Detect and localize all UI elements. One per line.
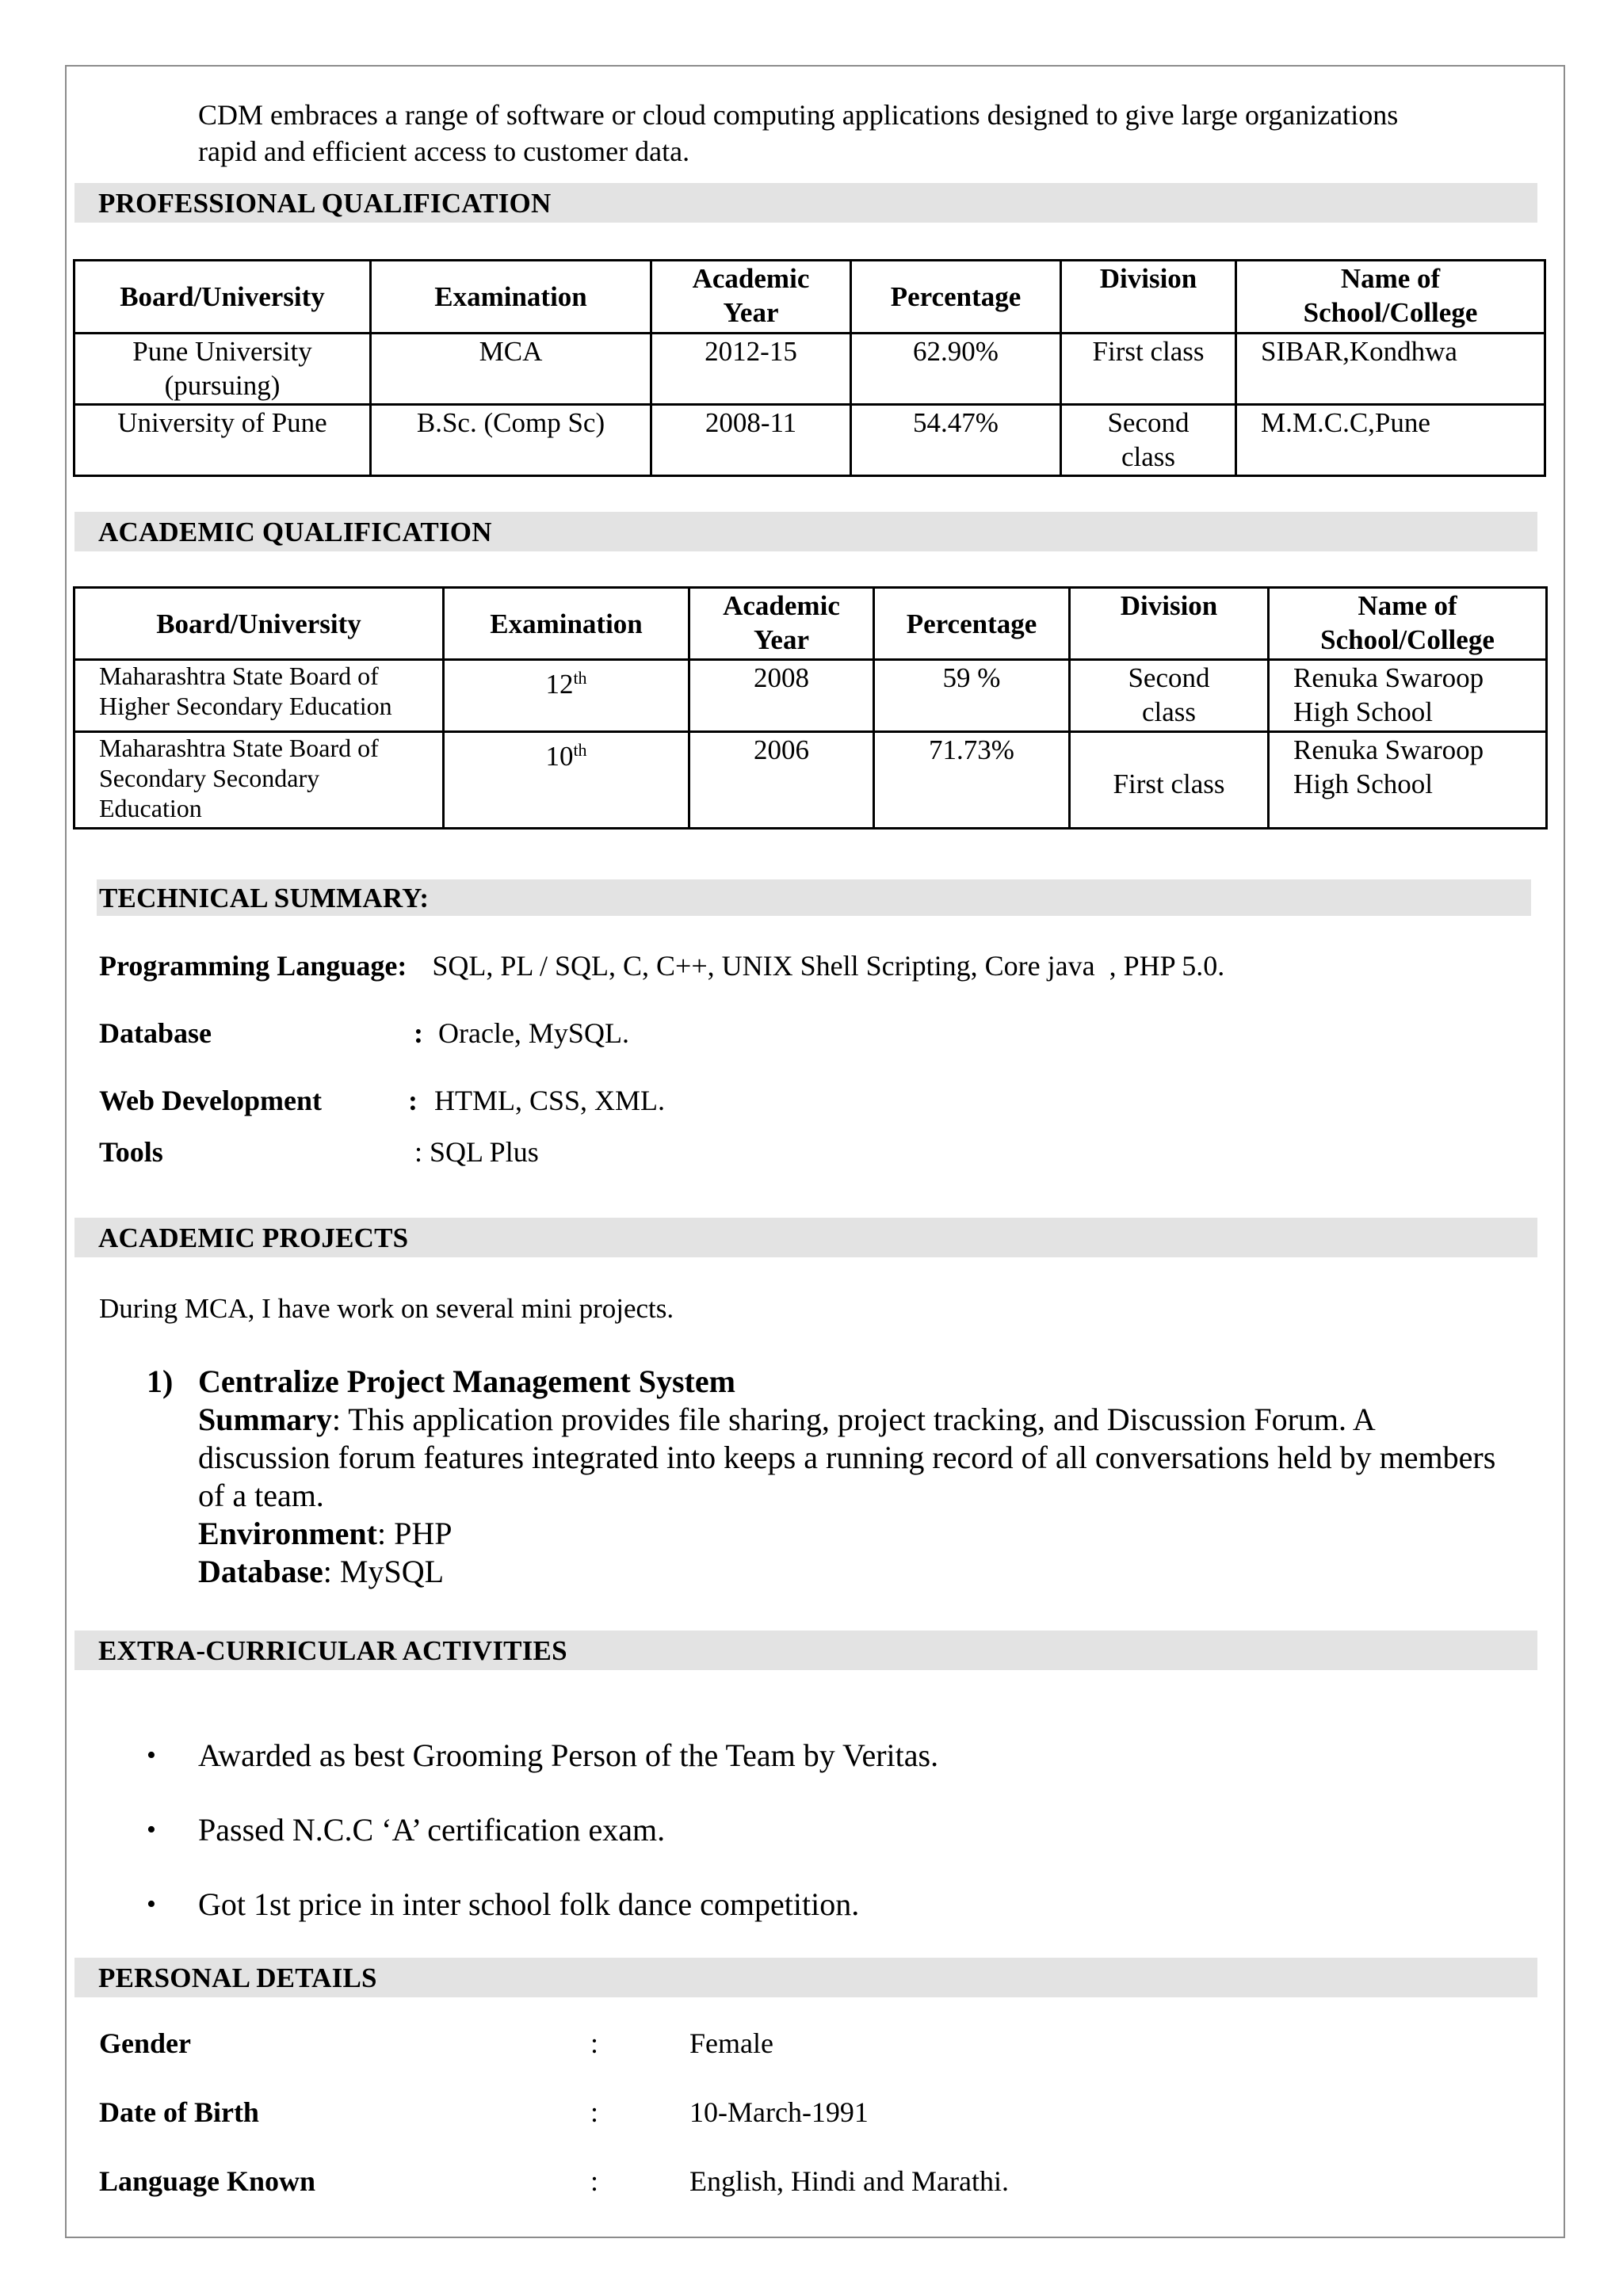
list-item-text: Awarded as best Grooming Person of the Team by Veritas. [198,1737,939,1773]
cell-division: Second class [1070,660,1269,732]
cell-board: Pune University (pursuing) [74,334,371,405]
cell-division: First class [1070,732,1269,829]
section-title: ACADEMIC PROJECTS [98,1222,409,1253]
tech-programming-label: Programming Language: [99,950,407,982]
personal-label: Gender [99,2027,191,2059]
cell-board: Maharashtra State Board of Secondary Secondary Education [74,732,444,829]
personal-colon: : [590,2096,599,2128]
cell-board: Maharashtra State Board of Higher Secondary Education [74,660,444,732]
cell-exam: 10th [444,732,689,829]
table-header-row [74,588,1547,660]
bullet-icon: • [147,1815,156,1844]
cell-exam: MCA [371,334,651,405]
personal-value: 10-March-1991 [689,2096,869,2128]
bullet-icon: • [147,1741,156,1770]
header-academic-year: Academic Year [689,588,874,660]
section-professional-qualification [74,183,1537,223]
personal-label: Language Known [99,2165,316,2197]
cell-division: Second class [1061,405,1236,476]
project-summary-label: Summary [198,1402,332,1437]
tech-database-label: Database [99,1017,212,1049]
personal-label: Date of Birth [99,2096,259,2128]
personal-value: Female [689,2027,773,2059]
header-division: Division [1061,261,1236,334]
project-environment [198,1515,1498,1553]
personal-colon: : [590,2165,599,2197]
intro-line-2: rapid and efficient access to customer data. [198,135,690,167]
project-database [198,1553,1498,1591]
cell-board: University of Pune [74,405,371,476]
tech-database-value: Oracle, MySQL. [438,1017,629,1049]
header-percentage: Percentage [851,261,1061,334]
header-board: Board/University [74,588,444,660]
cell-division: First class [1061,334,1236,405]
tech-tools-label: Tools [99,1136,163,1168]
bullet-icon: • [147,1890,156,1919]
header-school: Name of School/College [1269,588,1547,660]
section-title: EXTRA-CURRICULAR ACTIVITIES [98,1635,567,1666]
tech-web-value: HTML, CSS, XML. [434,1085,666,1116]
table-row [74,732,1547,829]
personal-colon: : [590,2027,599,2059]
project-database-label: Database [198,1554,323,1589]
tech-database-colon: : [414,1017,423,1049]
list-item-text: Got 1st price in inter school folk dance competition. [198,1886,860,1922]
list-item-text: Passed N.C.C ‘A’ certification exam. [198,1812,666,1848]
header-board: Board/University [74,261,371,334]
projects-intro: During MCA, I have work on several mini projects. [99,1293,674,1324]
intro-line-1: CDM embraces a range of software or cloud computing applications designed to give large organizations [198,99,1399,131]
cell-year: 2008-11 [651,405,851,476]
table-row [74,334,1545,405]
project-environment-label: Environment [198,1516,377,1551]
cell-percentage: 62.90% [851,334,1061,405]
tech-tools-value: : SQL Plus [414,1136,539,1168]
table-header-row [74,261,1545,334]
section-personal-details [74,1958,1537,1997]
professional-qualification-table [73,259,1546,477]
project-number: 1) [147,1363,174,1399]
project-name: Centralize Project Management System [198,1363,735,1399]
cell-percentage: 54.47% [851,405,1061,476]
table-row [74,660,1547,732]
header-examination: Examination [444,588,689,660]
cell-year: 2008 [689,660,874,732]
cell-exam: B.Sc. (Comp Sc) [371,405,651,476]
tech-programming-row [99,948,1224,983]
cell-school: Renuka Swaroop High School [1269,660,1547,732]
cell-school: Renuka Swaroop High School [1269,732,1547,829]
cell-percentage: 71.73% [874,732,1070,829]
cell-exam: 12th [444,660,689,732]
header-school: Name of School/College [1236,261,1545,334]
section-technical-summary [97,879,1531,916]
header-examination: Examination [371,261,651,334]
header-academic-year: Academic Year [651,261,851,334]
project-summary-text: : This application provides file sharing, project tracking, and Discussion Forum. A discussion forum features integrated into keeps a running record of all conversations held by members of a team. [198,1402,1496,1513]
section-title: ACADEMIC QUALIFICATION [98,517,492,547]
section-title: TECHNICAL SUMMARY: [99,883,430,913]
cell-year: 2012-15 [651,334,851,405]
personal-value: English, Hindi and Marathi. [689,2165,1009,2197]
section-title: PROFESSIONAL QUALIFICATION [98,188,552,219]
cell-school: M.M.C.C,Pune [1236,405,1545,476]
section-academic-qualification [74,512,1537,551]
project-environment-value: : PHP [376,1516,453,1551]
project-summary [198,1401,1498,1515]
project-database-value: : MySQL [323,1554,445,1589]
tech-web-label: Web Development [99,1085,322,1116]
header-percentage: Percentage [874,588,1070,660]
cell-school: SIBAR,Kondhwa [1236,334,1545,405]
header-division: Division [1070,588,1269,660]
section-title: PERSONAL DETAILS [98,1962,377,1993]
tech-programming-value: SQL, PL / SQL, C, C++, UNIX Shell Scripting, Core java , PHP 5.0. [432,950,1225,982]
academic-qualification-table [73,586,1548,830]
section-extra-curricular [74,1630,1537,1670]
intro-paragraph [198,97,1514,170]
tech-web-colon: : [408,1085,418,1116]
section-academic-projects [74,1218,1537,1257]
cell-percentage: 59 % [874,660,1070,732]
table-row [74,405,1545,476]
cell-year: 2006 [689,732,874,829]
